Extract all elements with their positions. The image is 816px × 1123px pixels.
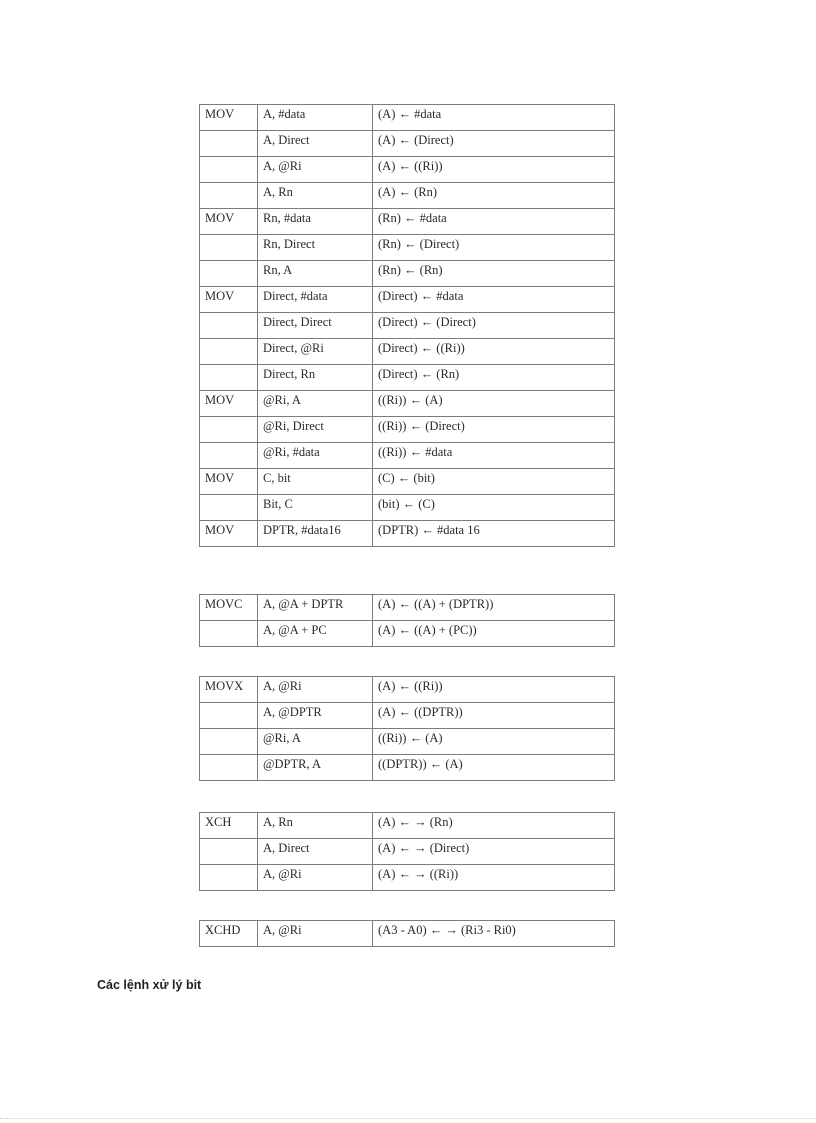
table-row — [200, 287, 615, 313]
operation-cell: (A) ← → (Direct) — [373, 839, 615, 865]
mnemonic-cell — [200, 131, 258, 157]
mnemonic-cell — [200, 443, 258, 469]
table-row — [200, 813, 615, 839]
mnemonic-cell: MOV — [200, 391, 258, 417]
mnemonic-cell — [200, 621, 258, 647]
mnemonic-cell — [200, 235, 258, 261]
mnemonic-cell — [200, 157, 258, 183]
operand-cell: DPTR, #data16 — [258, 521, 373, 547]
operand-cell: Direct, Rn — [258, 365, 373, 391]
mnemonic-cell: XCH — [200, 813, 258, 839]
table-row — [200, 261, 615, 287]
table-row — [200, 391, 615, 417]
table-row — [200, 209, 615, 235]
operation-cell: (A) ← → ((Ri)) — [373, 865, 615, 891]
operand-cell: A, @DPTR — [258, 703, 373, 729]
operand-cell: A, @Ri — [258, 677, 373, 703]
xchd-instruction-table — [199, 920, 615, 947]
operand-cell: @Ri, A — [258, 391, 373, 417]
operation-cell: (A) ← ((A) + (PC)) — [373, 621, 615, 647]
operand-cell: Direct, #data — [258, 287, 373, 313]
mnemonic-cell — [200, 183, 258, 209]
operation-cell: (A3 - A0) ← → (Ri3 - Ri0) — [373, 921, 615, 947]
mnemonic-cell — [200, 839, 258, 865]
operation-cell: (A) ← #data — [373, 105, 615, 131]
mnemonic-cell: MOVX — [200, 677, 258, 703]
operand-cell: A, @A + PC — [258, 621, 373, 647]
mnemonic-cell — [200, 339, 258, 365]
operand-cell: A, @Ri — [258, 157, 373, 183]
table-row — [200, 729, 615, 755]
operand-cell: Direct, @Ri — [258, 339, 373, 365]
mnemonic-cell: MOV — [200, 105, 258, 131]
operand-cell: A, @Ri — [258, 921, 373, 947]
operation-cell: (A) ← ((DPTR)) — [373, 703, 615, 729]
operation-cell: (A) ← (Direct) — [373, 131, 615, 157]
operand-cell: C, bit — [258, 469, 373, 495]
operand-cell: A, Rn — [258, 183, 373, 209]
operation-cell: ((Ri)) ← (A) — [373, 391, 615, 417]
operation-cell: (DPTR) ← #data 16 — [373, 521, 615, 547]
mnemonic-cell: MOV — [200, 209, 258, 235]
operand-cell: @Ri, A — [258, 729, 373, 755]
mnemonic-cell — [200, 313, 258, 339]
operation-cell: (Rn) ← (Rn) — [373, 261, 615, 287]
mnemonic-cell — [200, 495, 258, 521]
table-row — [200, 865, 615, 891]
table-row — [200, 921, 615, 947]
table-row — [200, 365, 615, 391]
mnemonic-cell — [200, 261, 258, 287]
operand-cell: A, Direct — [258, 839, 373, 865]
table-row — [200, 755, 615, 781]
operation-cell: (A) ← ((A) + (DPTR)) — [373, 595, 615, 621]
mov-instruction-table — [199, 104, 615, 547]
operation-cell: ((Ri)) ← (A) — [373, 729, 615, 755]
table-row — [200, 469, 615, 495]
table-row — [200, 443, 615, 469]
table-row — [200, 417, 615, 443]
table-row — [200, 313, 615, 339]
movc-instruction-table — [199, 594, 615, 647]
mnemonic-cell — [200, 703, 258, 729]
mnemonic-cell — [200, 755, 258, 781]
operand-cell: A, #data — [258, 105, 373, 131]
operand-cell: Bit, C — [258, 495, 373, 521]
movx-instruction-table — [199, 676, 615, 781]
table-row — [200, 677, 615, 703]
page-bottom-divider — [0, 1118, 816, 1119]
operand-cell: @Ri, Direct — [258, 417, 373, 443]
operand-cell: @Ri, #data — [258, 443, 373, 469]
operand-cell: A, @Ri — [258, 865, 373, 891]
operand-cell: Rn, A — [258, 261, 373, 287]
section-heading: Các lệnh xử lý bit — [97, 978, 202, 992]
mnemonic-cell — [200, 729, 258, 755]
table-row — [200, 339, 615, 365]
operation-cell: (bit) ← (C) — [373, 495, 615, 521]
mnemonic-cell: MOV — [200, 521, 258, 547]
operand-cell: Rn, #data — [258, 209, 373, 235]
table-row — [200, 621, 615, 647]
mnemonic-cell — [200, 417, 258, 443]
operation-cell: (A) ← (Rn) — [373, 183, 615, 209]
table-row — [200, 703, 615, 729]
operand-cell: A, @A + DPTR — [258, 595, 373, 621]
xch-instruction-table — [199, 812, 615, 891]
operation-cell: (A) ← → (Rn) — [373, 813, 615, 839]
mnemonic-cell — [200, 365, 258, 391]
mnemonic-cell: MOV — [200, 469, 258, 495]
table-row — [200, 521, 615, 547]
operand-cell: A, Rn — [258, 813, 373, 839]
table-row — [200, 495, 615, 521]
operation-cell: (C) ← (bit) — [373, 469, 615, 495]
operation-cell: ((Ri)) ← (Direct) — [373, 417, 615, 443]
operand-cell: Rn, Direct — [258, 235, 373, 261]
operand-cell: Direct, Direct — [258, 313, 373, 339]
table-row — [200, 157, 615, 183]
operation-cell: (A) ← ((Ri)) — [373, 677, 615, 703]
operation-cell: (Direct) ← (Direct) — [373, 313, 615, 339]
operation-cell: (Direct) ← #data — [373, 287, 615, 313]
mnemonic-cell — [200, 865, 258, 891]
operation-cell: ((DPTR)) ← (A) — [373, 755, 615, 781]
operation-cell: (Rn) ← (Direct) — [373, 235, 615, 261]
mnemonic-cell: MOV — [200, 287, 258, 313]
table-row — [200, 183, 615, 209]
table-row — [200, 839, 615, 865]
mnemonic-cell: MOVC — [200, 595, 258, 621]
operation-cell: (Rn) ← #data — [373, 209, 615, 235]
table-row — [200, 595, 615, 621]
operand-cell: A, Direct — [258, 131, 373, 157]
mnemonic-cell: XCHD — [200, 921, 258, 947]
operation-cell: (Direct) ← (Rn) — [373, 365, 615, 391]
table-row — [200, 131, 615, 157]
operation-cell: (A) ← ((Ri)) — [373, 157, 615, 183]
operation-cell: ((Ri)) ← #data — [373, 443, 615, 469]
table-row — [200, 105, 615, 131]
operand-cell: @DPTR, A — [258, 755, 373, 781]
table-row — [200, 235, 615, 261]
operation-cell: (Direct) ← ((Ri)) — [373, 339, 615, 365]
